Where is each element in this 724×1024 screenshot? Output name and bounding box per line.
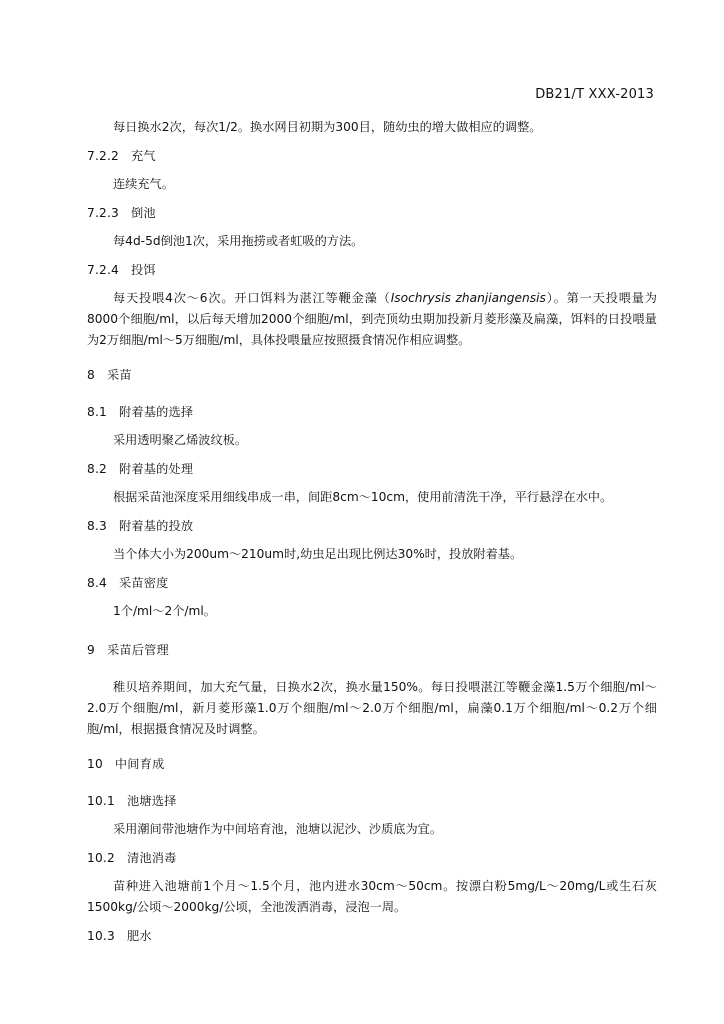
section-title: 采苗 [106,368,132,382]
section-heading-8-1 [87,402,657,423]
section-heading-10-1 [87,791,657,812]
section-title: 附着基的投放 [118,519,194,533]
feeding-text-part-1: 每天投喂4次～6次。开口饵料为湛江等鞭金藻（ [113,291,391,305]
section-heading-7-2-4 [87,260,657,281]
section-heading-10-2 [87,848,657,869]
section-number: 7.2.2 [87,149,120,163]
section-number: 7.2.4 [87,263,120,277]
section-number: 10 [87,757,103,771]
section-title: 中间育成 [114,757,165,771]
section-title: 附着基的处理 [118,462,194,476]
section-number: 10.3 [87,929,115,943]
paragraph-substrate-placement: 当个体大小为200um～210um时,幼虫足出现比例达30%时，投放附着基。 [113,547,523,561]
species-name: Isochrysis zhanjiangensis [390,291,546,305]
section-title: 附着基的选择 [118,405,194,419]
paragraph-post-collection: 稚贝培养期间，加大充气量，日换水2次，换水量150%。每日投喂湛江等鞭金藻1.5万个细胞/ml～2.0万个细胞/ml，新月菱形藻1.0万个细胞/ml～2.0万个细胞/ml，扁藻0.1万个细胞/ml～0.2万个细胞/ml，根据摄食情况及时调整。 [87,680,657,736]
section-title: 清池消毒 [126,851,177,865]
section-number: 8.3 [87,519,107,533]
section-number: 10.1 [87,794,115,808]
paragraph-feeding [87,288,657,351]
paragraph-pool-transfer: 每4d-5d倒池1次，采用拖捞或者虹吸的方法。 [113,234,364,248]
paragraph-substrate-selection: 采用透明聚乙烯波纹板。 [113,433,248,447]
section-title: 投饵 [131,263,156,277]
section-heading-8-2 [87,459,657,480]
paragraph-water-change: 每日换水2次，每次1/2。换水网目初期为300目，随幼虫的增大做相应的调整。 [113,120,542,134]
section-number: 8 [87,368,95,382]
section-title: 倒池 [131,206,156,220]
section-heading-8-4 [87,573,657,594]
section-title: 采苗后管理 [106,643,169,657]
section-heading-8 [87,365,657,386]
section-title: 肥水 [126,929,152,943]
section-number: 10.2 [87,851,115,865]
section-title: 池塘选择 [126,794,177,808]
feeding-text-part-2: ）。第一天投喂量为8000个细胞/ml，以后每天增加2000个细胞/ml，到壳顶幼虫期加投新月菱形藻及扁藻，饵料的日投喂量为2万细胞/ml～5万细胞/ml，具体投喂量应按照摄食情况作相应调整。 [87,291,657,347]
section-number: 9 [87,643,95,657]
section-number: 8.2 [87,462,107,476]
section-title: 充气 [131,149,156,163]
section-number: 7.2.3 [87,206,120,220]
section-heading-10-3 [87,926,657,947]
paragraph-aeration: 连续充气。 [113,177,174,191]
section-number: 8.1 [87,405,107,419]
section-title: 采苗密度 [118,576,169,590]
section-heading-7-2-2 [87,146,657,167]
section-heading-8-3 [87,516,657,537]
section-heading-9 [87,640,657,661]
section-number: 8.4 [87,576,107,590]
paragraph-pond-disinfection: 苗种进入池塘前1个月～1.5个月，池内进水30cm～50cm。按漂白粉5mg/L～20mg/L或生石灰1500kg/公顷～2000kg/公顷，全池泼洒消毒，浸泡一周。 [87,879,657,914]
paragraph-seed-density: 1个/ml～2个/ml。 [113,604,216,618]
paragraph-pond-selection: 采用潮间带池塘作为中间培育池，池塘以泥沙、沙质底为宜。 [113,822,443,836]
section-heading-7-2-3 [87,203,657,224]
document-id-header: DB21/T XXX-2013 [535,87,654,102]
paragraph-substrate-processing: 根据采苗池深度采用细线串成一串，间距8cm～10cm，使用前清洗干净，平行悬浮在水中。 [113,490,613,504]
section-heading-10 [87,754,657,775]
